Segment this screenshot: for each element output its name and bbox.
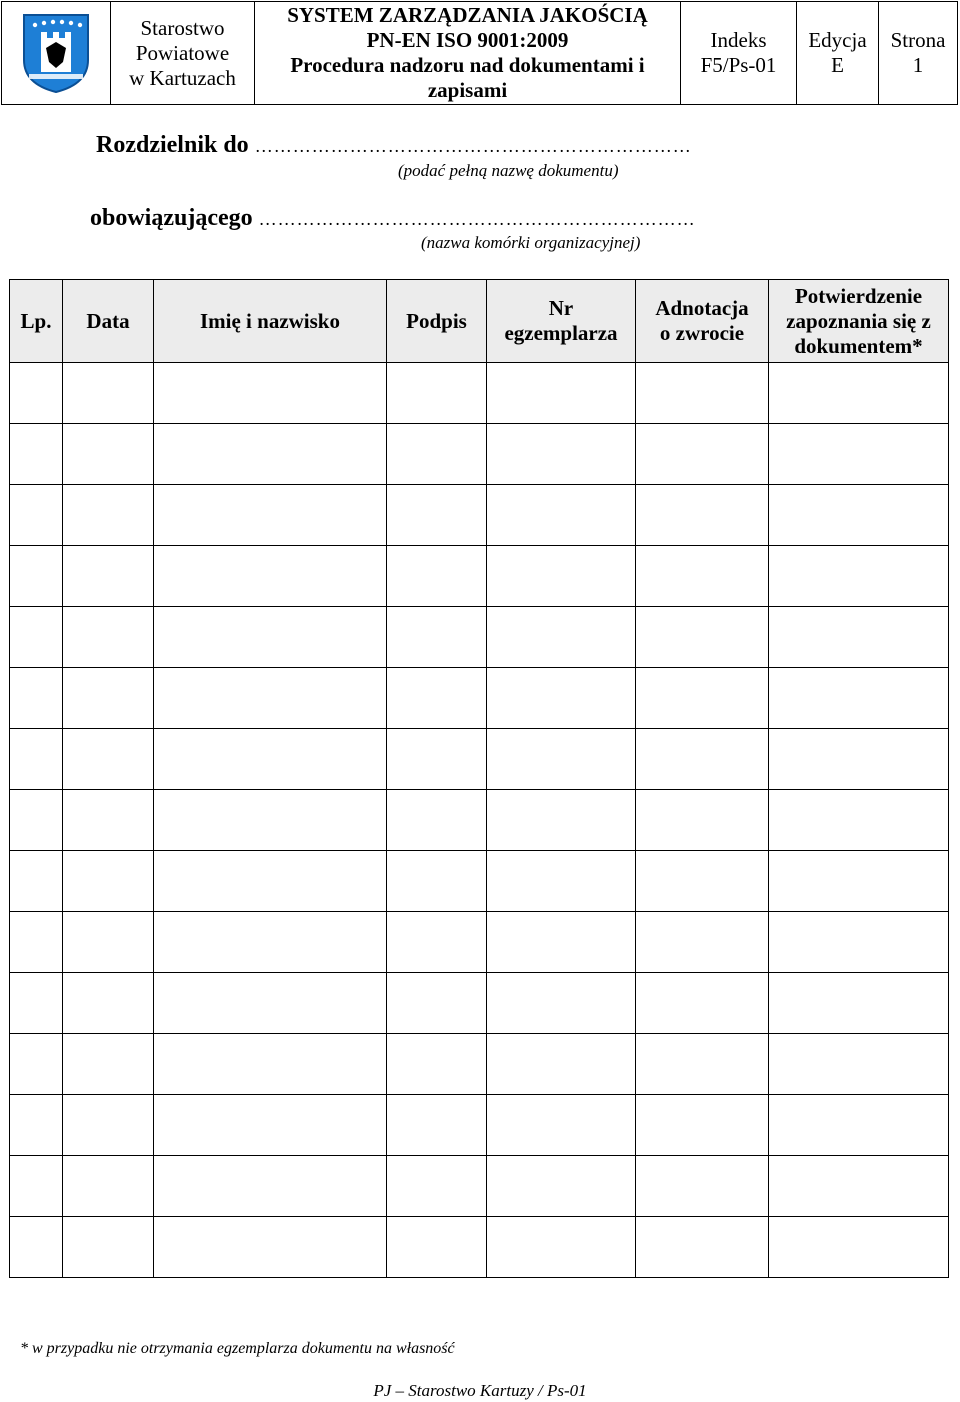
coat-of-arms-logo xyxy=(21,12,91,94)
table-cell[interactable] xyxy=(387,607,487,668)
table-cell[interactable] xyxy=(636,1034,769,1095)
organization-name: Starostwo Powiatowe w Kartuzach xyxy=(111,2,255,105)
edition-cell: Edycja E xyxy=(797,2,879,105)
table-row xyxy=(10,546,949,607)
table-cell[interactable] xyxy=(63,363,154,424)
document-name-field[interactable]: …………………………………………………………… xyxy=(254,136,692,156)
table-row xyxy=(10,729,949,790)
table-cell[interactable] xyxy=(10,668,63,729)
table-row xyxy=(10,1217,949,1278)
column-header: Lp. xyxy=(10,280,63,363)
table-cell[interactable] xyxy=(769,424,949,485)
table-cell[interactable] xyxy=(10,1095,63,1156)
footnote: * w przypadku nie otrzymania egzemplarza dokumentu na własność xyxy=(20,1340,455,1357)
table-cell[interactable] xyxy=(387,546,487,607)
table-cell[interactable] xyxy=(636,1156,769,1217)
table-cell[interactable] xyxy=(387,912,487,973)
document-header xyxy=(1,1,958,105)
table-body xyxy=(10,363,949,1278)
table-cell[interactable] xyxy=(387,424,487,485)
table-cell[interactable] xyxy=(487,790,636,851)
table-cell[interactable] xyxy=(487,973,636,1034)
table-cell[interactable] xyxy=(63,851,154,912)
table-cell[interactable] xyxy=(769,729,949,790)
document-title: SYSTEM ZARZĄDZANIA JAKOŚCIĄ PN-EN ISO 9001:2009 Procedura nadzoru nad dokumentami i zapisami xyxy=(255,2,681,105)
table-cell[interactable] xyxy=(10,729,63,790)
table-cell[interactable] xyxy=(63,729,154,790)
column-header: Data xyxy=(63,280,154,363)
table-cell[interactable] xyxy=(10,485,63,546)
column-header: Adnotacja o zwrocie xyxy=(636,280,769,363)
table-cell[interactable] xyxy=(769,912,949,973)
table-cell[interactable] xyxy=(387,485,487,546)
table-cell[interactable] xyxy=(63,1034,154,1095)
table-cell[interactable] xyxy=(387,1095,487,1156)
table-cell[interactable] xyxy=(769,1217,949,1278)
table-cell[interactable] xyxy=(387,729,487,790)
table-cell[interactable] xyxy=(769,363,949,424)
table-cell[interactable] xyxy=(636,912,769,973)
table-cell[interactable] xyxy=(154,912,387,973)
column-header: Nr egzemplarza xyxy=(487,280,636,363)
distribution-table xyxy=(9,279,949,1278)
table-cell[interactable] xyxy=(769,790,949,851)
table-row xyxy=(10,668,949,729)
table-cell[interactable] xyxy=(769,485,949,546)
table-cell[interactable] xyxy=(387,668,487,729)
table-cell[interactable] xyxy=(63,424,154,485)
table-cell[interactable] xyxy=(10,1034,63,1095)
table-cell[interactable] xyxy=(154,1156,387,1217)
distribution-document-line: Rozdzielnik do …………………………………………………………… xyxy=(96,132,692,158)
table-cell[interactable] xyxy=(154,973,387,1034)
table-cell[interactable] xyxy=(487,1217,636,1278)
column-header: Imię i nazwisko xyxy=(154,280,387,363)
table-cell[interactable] xyxy=(154,729,387,790)
table-cell[interactable] xyxy=(487,607,636,668)
table-cell[interactable] xyxy=(387,973,487,1034)
table-cell[interactable] xyxy=(636,729,769,790)
unit-name-hint: (nazwa komórki organizacyjnej) xyxy=(421,233,641,252)
table-cell[interactable] xyxy=(10,790,63,851)
table-cell[interactable] xyxy=(487,912,636,973)
table-cell[interactable] xyxy=(487,424,636,485)
table-cell[interactable] xyxy=(63,790,154,851)
table-cell[interactable] xyxy=(387,790,487,851)
document-name-hint: (podać pełną nazwę dokumentu) xyxy=(398,161,619,180)
table-cell[interactable] xyxy=(387,1034,487,1095)
table-row xyxy=(10,851,949,912)
page-cell: Strona 1 xyxy=(879,2,958,105)
table-cell[interactable] xyxy=(636,973,769,1034)
table-cell[interactable] xyxy=(10,1156,63,1217)
table-cell[interactable] xyxy=(10,607,63,668)
table-row xyxy=(10,1034,949,1095)
table-row xyxy=(10,607,949,668)
table-cell[interactable] xyxy=(487,729,636,790)
table-cell[interactable] xyxy=(487,485,636,546)
table-cell[interactable] xyxy=(487,1156,636,1217)
column-header: Podpis xyxy=(387,280,487,363)
table-row xyxy=(10,1095,949,1156)
table-row xyxy=(10,912,949,973)
table-cell[interactable] xyxy=(636,851,769,912)
column-header: Potwierdzenie zapoznania się z dokumentem* xyxy=(769,280,949,363)
table-cell[interactable] xyxy=(487,1034,636,1095)
index-cell: Indeks F5/Ps-01 xyxy=(681,2,797,105)
table-cell[interactable] xyxy=(154,851,387,912)
table-cell[interactable] xyxy=(636,607,769,668)
table-cell[interactable] xyxy=(636,790,769,851)
table-cell[interactable] xyxy=(387,1217,487,1278)
table-cell[interactable] xyxy=(63,1217,154,1278)
table-cell[interactable] xyxy=(10,546,63,607)
table-cell[interactable] xyxy=(63,912,154,973)
table-cell[interactable] xyxy=(154,546,387,607)
table-cell[interactable] xyxy=(636,424,769,485)
table-cell[interactable] xyxy=(769,668,949,729)
table-cell[interactable] xyxy=(487,1095,636,1156)
table-row xyxy=(10,363,949,424)
table-cell[interactable] xyxy=(769,973,949,1034)
table-cell[interactable] xyxy=(154,363,387,424)
table-cell[interactable] xyxy=(387,363,487,424)
table-row xyxy=(10,424,949,485)
table-cell[interactable] xyxy=(63,485,154,546)
table-row xyxy=(10,485,949,546)
table-cell[interactable] xyxy=(487,851,636,912)
table-row xyxy=(10,1156,949,1217)
table-cell[interactable] xyxy=(769,607,949,668)
table-cell[interactable] xyxy=(387,851,487,912)
table-cell[interactable] xyxy=(10,973,63,1034)
unit-name-field[interactable]: …………………………………………………………… xyxy=(258,209,696,229)
page-footer: PJ – Starostwo Kartuzy / Ps-01 xyxy=(373,1381,587,1400)
table-cell[interactable] xyxy=(154,1095,387,1156)
table-cell[interactable] xyxy=(487,363,636,424)
table-cell[interactable] xyxy=(636,668,769,729)
table-cell[interactable] xyxy=(636,363,769,424)
table-cell[interactable] xyxy=(154,790,387,851)
table-row xyxy=(10,973,949,1034)
table-cell[interactable] xyxy=(154,424,387,485)
table-cell[interactable] xyxy=(769,546,949,607)
table-cell[interactable] xyxy=(769,851,949,912)
table-cell[interactable] xyxy=(154,607,387,668)
logo-cell xyxy=(2,2,111,105)
table-cell[interactable] xyxy=(10,363,63,424)
table-cell[interactable] xyxy=(154,485,387,546)
table-cell[interactable] xyxy=(636,1217,769,1278)
table-cell[interactable] xyxy=(63,973,154,1034)
distribution-unit-line: obowiązującego …………………………………………………………… xyxy=(90,205,696,231)
table-cell[interactable] xyxy=(63,546,154,607)
table-cell[interactable] xyxy=(636,485,769,546)
table-cell[interactable] xyxy=(487,546,636,607)
table-cell[interactable] xyxy=(10,851,63,912)
table-cell[interactable] xyxy=(63,1095,154,1156)
table-cell[interactable] xyxy=(10,1217,63,1278)
table-cell[interactable] xyxy=(769,1034,949,1095)
table-cell[interactable] xyxy=(63,1156,154,1217)
table-header-row xyxy=(10,280,949,363)
table-cell[interactable] xyxy=(154,1217,387,1278)
table-cell[interactable] xyxy=(487,668,636,729)
table-cell[interactable] xyxy=(10,912,63,973)
table-cell[interactable] xyxy=(63,607,154,668)
table-cell[interactable] xyxy=(154,668,387,729)
table-cell[interactable] xyxy=(387,1156,487,1217)
table-cell[interactable] xyxy=(636,546,769,607)
table-cell[interactable] xyxy=(636,1095,769,1156)
table-cell[interactable] xyxy=(769,1095,949,1156)
table-cell[interactable] xyxy=(769,1156,949,1217)
table-cell[interactable] xyxy=(154,1034,387,1095)
table-cell[interactable] xyxy=(63,668,154,729)
table-row xyxy=(10,790,949,851)
table-cell[interactable] xyxy=(10,424,63,485)
